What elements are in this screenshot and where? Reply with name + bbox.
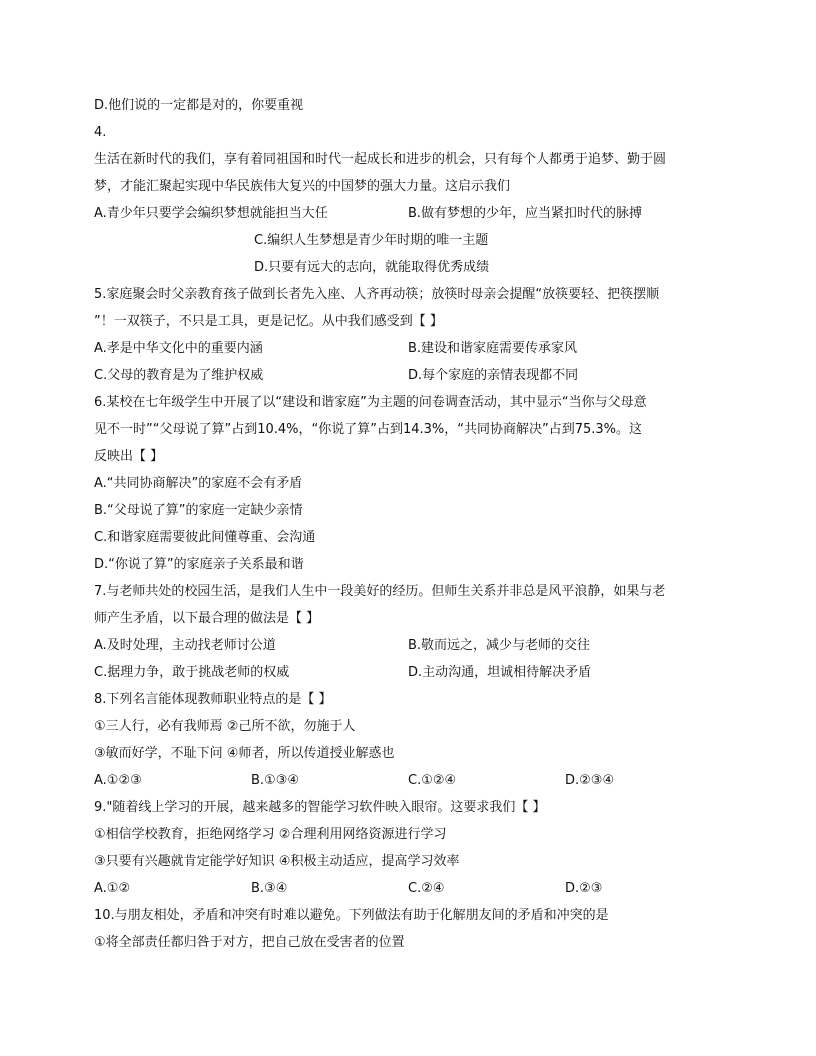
q7-option-d: D.主动沟通，坦诚相待解决矛盾 bbox=[408, 665, 592, 680]
q5-option-a: A.孝是中华文化中的重要内涵 bbox=[94, 341, 263, 356]
q6-option-b: B.“父母说了算”的家庭一定缺少亲情 bbox=[94, 503, 303, 518]
q6-stem-line-2: 见不一时”“父母说了算”占到10.4%，“你说了算”占到14.3%，“共同协商解决”占到75.3%。这 bbox=[94, 422, 643, 437]
q7-option-b: B.敬而远之，减少与老师的交往 bbox=[408, 638, 591, 653]
q6-option-a: A.“共同协商解决”的家庭不会有矛盾 bbox=[94, 476, 303, 491]
q4-option-a: A.青少年只要学会编织梦想就能担当大任 bbox=[94, 206, 328, 221]
q8-option-a: A.①②③ bbox=[94, 773, 142, 788]
q6-option-d: D.“你说了算”的家庭亲子关系最和谐 bbox=[94, 557, 304, 572]
q6-option-c: C.和谐家庭需要彼此间懂尊重、会沟通 bbox=[94, 530, 316, 545]
q5-options-row-2 bbox=[94, 362, 730, 389]
q5-option-b: B.建设和谐家庭需要传承家风 bbox=[408, 341, 578, 356]
q4-stem-line-2: 梦，才能汇聚起实现中华民族伟大复兴的中国梦的强大力量。这启示我们 bbox=[94, 179, 511, 194]
q5-options-row-1 bbox=[94, 335, 730, 362]
exam-page bbox=[94, 92, 730, 956]
q7-stem-line-2: 师产生矛盾，以下最合理的做法是【 】 bbox=[94, 611, 320, 626]
q4-option-b: B.做有梦想的少年，应当紧扣时代的脉搏 bbox=[408, 206, 643, 221]
q7-option-c: C.据理力争，敢于挑战老师的权威 bbox=[94, 665, 290, 680]
q9-option-a: A.①② bbox=[94, 881, 131, 896]
q6-stem-line-1: 6.某校在七年级学生中开展了以“建设和谐家庭”为主题的问卷调查活动，其中显示“当你与父母意 bbox=[94, 395, 647, 410]
q7-option-a: A.及时处理，主动找老师讨公道 bbox=[94, 638, 276, 653]
q4-option-c: C.编织人生梦想是青少年时期的唯一主题 bbox=[254, 233, 489, 248]
q7-stem-line-1: 7.与老师共处的校园生活，是我们人生中一段美好的经历。但师生关系并非总是风平浪静，如果与老 bbox=[94, 584, 666, 599]
q3-option-d: D.他们说的一定都是对的，你要重视 bbox=[94, 98, 304, 113]
q8-items-line-1: ①三人行，必有我师焉 ②己所不欲，勿施于人 bbox=[94, 719, 356, 734]
q8-options-row bbox=[94, 767, 730, 794]
q5-option-c: C.父母的教育是为了维护权威 bbox=[94, 368, 264, 383]
q9-stem: 9."随着线上学习的开展，越来越多的智能学习软件映入眼帘。这要求我们【 】 bbox=[94, 800, 546, 815]
q4-options-row-1 bbox=[94, 200, 730, 227]
q6-stem-line-3: 反映出【 】 bbox=[94, 449, 164, 464]
q9-option-d: D.②③ bbox=[565, 881, 603, 896]
q9-items-line-1: ①相信学校教育，拒绝网络学习 ②合理利用网络资源进行学习 bbox=[94, 827, 447, 842]
q5-stem-line-1: 5.家庭聚会时父亲教育孩子做到长者先入座、人齐再动筷；放筷时母亲会提醒“放筷要轻、把筷摆顺 bbox=[94, 287, 660, 302]
q9-option-c: C.②④ bbox=[408, 881, 445, 896]
q9-options-row bbox=[94, 875, 730, 902]
q9-option-b: B.③④ bbox=[251, 881, 288, 896]
q4-number: 4. bbox=[94, 125, 107, 140]
q8-items-line-2: ③敏而好学，不耻下问 ④师者，所以传道授业解惑也 bbox=[94, 746, 395, 761]
q8-option-d: D.②③④ bbox=[565, 773, 615, 788]
q4-option-d: D.只要有远大的志向，就能取得优秀成绩 bbox=[254, 260, 490, 275]
q7-options-row-1 bbox=[94, 632, 730, 659]
q5-option-d: D.每个家庭的亲情表现都不同 bbox=[408, 368, 579, 383]
q4-stem-line-1: 生活在新时代的我们，享有着同祖国和时代一起成长和进步的机会，只有每个人都勇于追梦、勤于圆 bbox=[94, 152, 667, 167]
q8-option-c: C.①②④ bbox=[408, 773, 457, 788]
q10-stem: 10.与朋友相处，矛盾和冲突有时难以避免。下列做法有助于化解朋友间的矛盾和冲突的是 bbox=[94, 908, 609, 923]
q5-stem-line-2: ”！一双筷子，不只是工具，更是记忆。从中我们感受到【 】 bbox=[94, 314, 443, 329]
q9-items-line-2: ③只要有兴趣就肯定能学好知识 ④积极主动适应，提高学习效率 bbox=[94, 854, 460, 869]
q7-options-row-2 bbox=[94, 659, 730, 686]
q8-stem: 8.下列名言能体现教师职业特点的是【 】 bbox=[94, 692, 332, 707]
q8-option-b: B.①③④ bbox=[251, 773, 300, 788]
q10-item-1: ①将全部责任都归咎于对方，把自己放在受害者的位置 bbox=[94, 935, 405, 950]
